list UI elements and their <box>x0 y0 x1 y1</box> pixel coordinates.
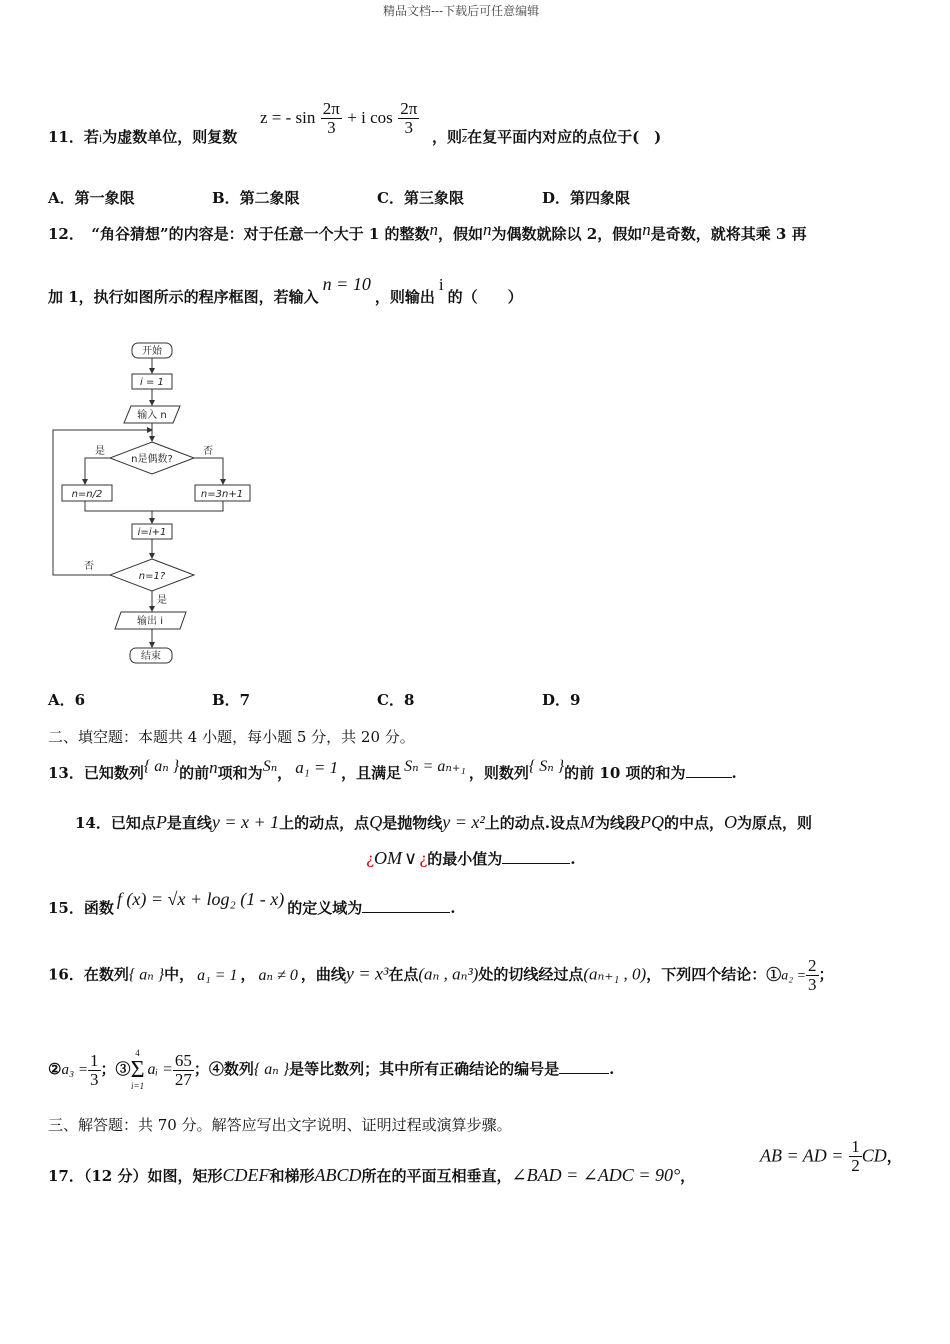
q11-option-d: D．第四象限 <box>542 189 631 207</box>
q16-g: ，下列四个结论：① <box>646 965 782 984</box>
q12-line2 <box>48 274 523 307</box>
flow-incr: i=i+1 <box>137 527 167 538</box>
q15-b: 的定义域为 <box>287 899 363 917</box>
q17-line <box>48 1165 695 1186</box>
q17-end: ， <box>886 1147 902 1166</box>
q16-c3-num: 65 <box>174 1050 192 1070</box>
q11-option-b: B．第二象限 <box>212 189 300 207</box>
q15-answer-blank[interactable] <box>362 912 450 913</box>
q16-c2: a₃ = <box>61 1062 89 1078</box>
q14-PQ: PQ <box>639 812 664 832</box>
q13-seq: { aₙ } <box>143 758 180 775</box>
q13-seqS: { Sₙ } <box>528 758 565 775</box>
q13-d: ， <box>277 764 293 782</box>
q16-f: 处的切线经过点 <box>478 965 584 984</box>
q12-text2a: 加 1，执行如图所示的程序框图，若输入 <box>48 288 319 306</box>
q16-c3-frac <box>173 1052 194 1089</box>
flow-end: 结束 <box>141 651 161 662</box>
q16-c1-frac <box>806 957 819 994</box>
q14-Q: Q <box>369 812 383 832</box>
q11-formula <box>260 100 419 137</box>
q14-l1: 14．已知点 <box>75 814 156 832</box>
q11-frac1 <box>321 100 342 137</box>
q15-line <box>48 889 456 918</box>
q11-text4: 在复平面内对应的点位于( ) <box>467 128 662 146</box>
flow-output: 输出 i <box>137 616 163 627</box>
q16-l2c: ；④数列 <box>193 1060 254 1078</box>
q13-end: . <box>731 764 737 782</box>
q12-n2: n <box>483 220 492 239</box>
q11-text2: 为虚数单位，则复数 <box>102 128 238 146</box>
q14-l1h: 为原点，则 <box>737 814 813 832</box>
q13-b: 的前 <box>179 764 210 782</box>
q14-O: O <box>724 812 737 832</box>
q14-l1e: 上的动点.设点 <box>484 814 580 832</box>
q14-line1 <box>75 812 812 833</box>
q12-option-c: C．8 <box>377 691 415 709</box>
q16-c1: a₂ = <box>781 968 807 984</box>
q16-c2-frac <box>88 1052 101 1089</box>
q16-c1-num: 2 <box>808 956 817 975</box>
q16-sum <box>131 1048 145 1092</box>
q17-eq: AB = AD = <box>760 1145 844 1166</box>
q12-text1: 12． “角谷猜想”的内容是：对于任意一个大于 1 的整数 <box>48 225 430 243</box>
q16-l2d: 是等比数列；其中所有正确结论的编号是 <box>289 1060 560 1078</box>
q17-CD: CD <box>861 1145 887 1166</box>
q12-n3: n <box>642 220 651 239</box>
q16-a1: a₁ = 1 <box>197 966 238 984</box>
flow-init: i = 1 <box>140 377 164 388</box>
q12-option-d: D．9 <box>542 691 581 709</box>
q12-n1: n <box>429 220 439 239</box>
q13-a: 13．已知数列 <box>48 764 144 782</box>
q14-line2 <box>366 848 576 869</box>
q17-frac-num: 1 <box>851 1137 860 1156</box>
q17-formula <box>760 1138 902 1175</box>
q13-c: 项和为 <box>217 764 263 782</box>
q16-e: 在点 <box>388 965 419 984</box>
q17-c: 所在的平面互相垂直， <box>361 1167 512 1185</box>
q14-OM: OM <box>374 848 403 868</box>
q12-text1b: ，假如 <box>438 225 484 243</box>
q12-text2c: 的（ ） <box>447 288 523 306</box>
q14-l1g: 的中点， <box>663 814 724 832</box>
q14-line: y = x + 1 <box>211 812 280 832</box>
q16-c1-den: 3 <box>808 975 817 994</box>
q12-text1c: 为偶数就除以 2，假如 <box>491 225 643 243</box>
q11-frac1-num: 2π <box>322 99 340 118</box>
q17-angle: ∠BAD = ∠ADC = 90° <box>511 1165 681 1185</box>
q12-text2b: ，则输出 <box>374 288 435 306</box>
q11-tail <box>432 127 661 148</box>
q14-l1f: 为线段 <box>594 814 640 832</box>
q16-d: ，曲线 <box>300 965 346 984</box>
q12-text1d: 是奇数，就将其乘 3 再 <box>650 225 807 243</box>
q14-l1b: 是直线 <box>166 814 212 832</box>
q12-line1 <box>48 220 807 244</box>
q14-P: P <box>155 812 167 832</box>
q16-sigma: Σ <box>130 1057 145 1083</box>
q17-b: 和梯形 <box>269 1167 315 1185</box>
q16-pt2: (aₙ₊₁ , 0) <box>583 964 647 984</box>
q11-frac2-num: 2π <box>400 99 418 118</box>
q11-option-a: A．第一象限 <box>48 189 135 207</box>
q16-end: . <box>609 1060 615 1078</box>
q11-formula-prefix: z = - sin <box>260 108 316 127</box>
q17-CDEF: CDEF <box>222 1165 270 1185</box>
q13-rel: Sₙ = aₙ₊₁ <box>404 758 466 775</box>
q11-text1: 若 <box>83 128 99 146</box>
flow-cond1: n是偶数? <box>131 454 173 465</box>
q12-option-b: B．7 <box>212 691 251 709</box>
q17-frac-den: 2 <box>851 1156 860 1175</box>
q11-frac1-den: 3 <box>327 118 336 137</box>
page-header: 精品文档---下载后可任意编辑 <box>383 4 540 18</box>
q11-line <box>48 127 237 148</box>
section2-heading: 二、填空题：本题共 4 小题，每小题 5 分，共 20 分。 <box>48 728 415 746</box>
q14-vee: ∨ <box>404 848 418 868</box>
q16-c: ， <box>240 965 256 984</box>
flow-no-label: 否 <box>203 446 213 457</box>
q11-frac2 <box>398 100 419 137</box>
q16-an: aₙ ≠ 0 <box>258 966 298 984</box>
q16-c2-den: 3 <box>90 1069 99 1089</box>
q16-answer-blank[interactable] <box>559 1073 609 1074</box>
flow-input: 输入 n <box>137 410 167 421</box>
q13-Sn: Sₙ <box>262 758 278 775</box>
q17-frac <box>849 1138 862 1175</box>
q12-option-a: A．6 <box>48 691 86 709</box>
flow-no2-label: 否 <box>84 561 94 572</box>
q16-sum-top: 4 <box>135 1048 140 1058</box>
q13-n: n <box>209 758 218 777</box>
flow-branch-yes: n=n/2 <box>71 489 103 500</box>
q16-a: 16．在数列 <box>48 965 129 984</box>
q11-frac2-den: 3 <box>404 118 413 137</box>
q14-glyph1: ¿ <box>366 850 375 868</box>
q16-sum-bot: i=1 <box>131 1081 145 1091</box>
q11-formula-mid: + i cos <box>347 108 393 127</box>
q16-b: 中， <box>164 965 195 984</box>
q17-ABCD: ABCD <box>314 1165 362 1185</box>
q13-e: ，且满足 <box>341 764 402 782</box>
q15-formula: f (x) = √x + log₂ (1 - x) <box>116 889 285 909</box>
flow-yes-label: 是 <box>95 446 105 457</box>
flow-branch-no: n=3n+1 <box>200 489 244 500</box>
q11-option-c: C．第三象限 <box>377 189 464 207</box>
q13-answer-blank[interactable] <box>686 777 732 778</box>
q16-seq: { aₙ } <box>128 966 165 984</box>
q13-line <box>48 758 737 784</box>
q16-semi: ； <box>818 965 834 984</box>
q17-a: 17．（12 分）如图，矩形 <box>48 1167 223 1185</box>
q14-l2c: 的最小值为 <box>427 850 503 868</box>
q13-g: 的前 10 项的和为 <box>564 764 686 782</box>
q14-end: . <box>570 850 576 868</box>
q14-glyph2: ¿ <box>419 850 428 868</box>
q14-M: M <box>579 812 595 832</box>
q11-zbar: $\overline{z}$ <box>462 130 468 145</box>
section3-heading: 三、解答题：共 70 分。解答应写出文字说明、证明过程或演算步骤。 <box>48 1116 512 1134</box>
q16-pt: (aₙ , aₙ³) <box>418 964 479 984</box>
q13-a1: a₁ = 1 <box>295 758 339 777</box>
q11-number: 11． <box>48 128 84 146</box>
flow-start: 开始 <box>142 346 162 357</box>
q16-line2 <box>48 1048 614 1092</box>
q14-l1d: 是抛物线 <box>382 814 443 832</box>
q14-parab: y = x² <box>442 812 485 832</box>
q16-line1 <box>48 957 834 994</box>
q11-i: i <box>98 131 103 145</box>
q16-curve: y = x³ <box>345 963 389 984</box>
q16-l2a: ② <box>48 1060 62 1078</box>
q14-l1c: 上的动点，点 <box>279 814 370 832</box>
q14-answer-blank[interactable] <box>502 863 570 864</box>
q16-c3-den: 27 <box>174 1069 192 1089</box>
q16-c2-num: 1 <box>90 1050 99 1070</box>
q15-end: . <box>450 899 456 917</box>
q15-a: 15．函数 <box>48 899 114 917</box>
q11-text3: ，则 <box>432 128 463 146</box>
q17-d: ， <box>680 1167 696 1185</box>
q16-seq2: { aₙ } <box>253 1061 290 1078</box>
q12-input: n = 10 <box>322 274 371 294</box>
flow-cond2: n=1? <box>138 571 166 582</box>
flowchart <box>40 335 244 675</box>
q13-f: ，则数列 <box>468 764 529 782</box>
q16-ai: aᵢ = <box>147 1061 173 1078</box>
q12-i: i <box>438 275 444 294</box>
q16-l2b: ；③ <box>100 1060 131 1078</box>
flow-yes2-label: 是 <box>157 595 167 606</box>
